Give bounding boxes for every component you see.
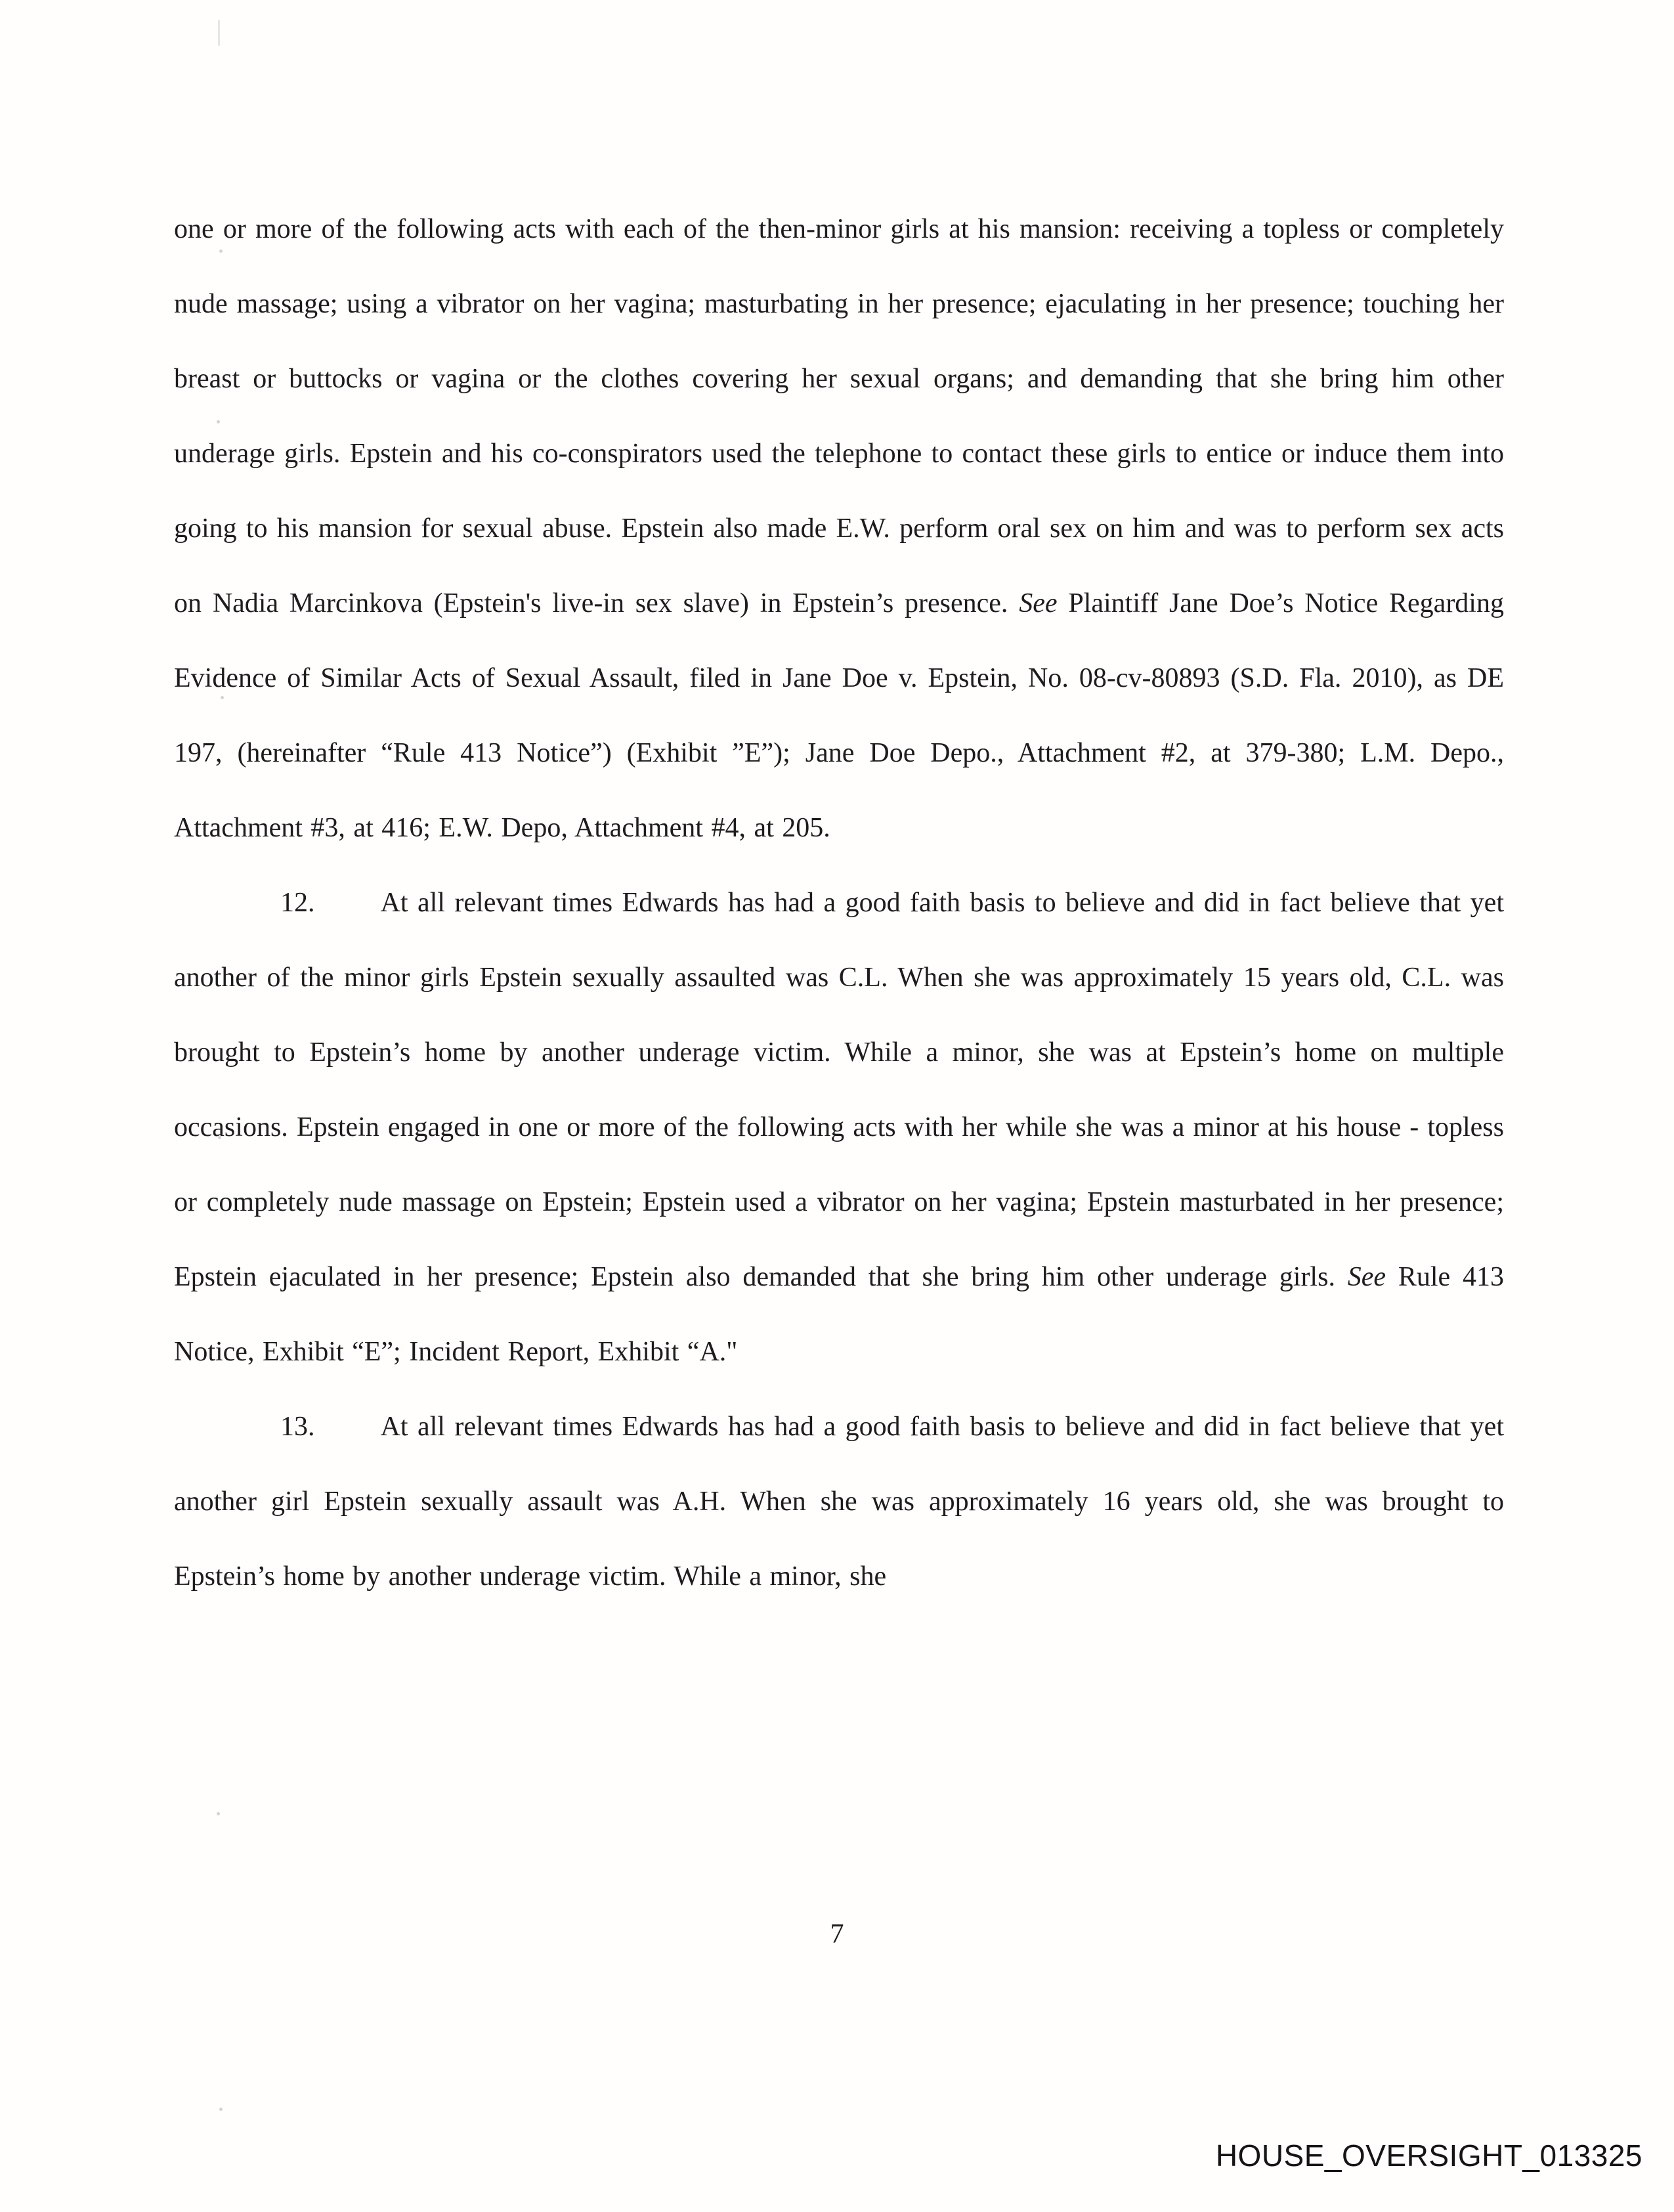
paragraph-number: 13.: [280, 1412, 315, 1442]
paragraph: [174, 865, 1504, 1389]
document-body: [174, 192, 1504, 1614]
paragraph-text: At all relevant times Edwards has had a good faith basis to believe and did in fact believe that yet another of the minor girls Epstein sexually assaulted was C.L. When she was approximately 15 years old, C.L. was brought to Epstein’s home by another underage victim. While a minor, she was at Epstein’s home on multiple occasions. Epstein engaged in one or more of the following acts with her while she was a minor at his house - topless or completely nude massage on Epstein; Epstein used a vibrator on her vagina; Epstein masturbated in her presence; Epstein ejaculated in her presence; Epstein also demanded that she bring him other underage girls.: [174, 888, 1504, 1292]
paragraph-text: one or more of the following acts with each of the then-minor girls at his mansion: receiving a topless or completely nude massage; using a vibrator on her vagina; masturbating in her presence; ejaculating in her presence; touching her breast or buttocks or vagina or the clothes covering her sexual organs; and demanding that she bring him other underage girls. Epstein and his co-conspirators used the telephone to contact these girls to entice or induce them into going to his mansion for sexual abuse. Epstein also made E.W. perform oral sex on him and was to perform sex acts on Nadia Marcinkova (Epstein's live-in sex slave) in Epstein’s presence.: [174, 214, 1504, 618]
paragraph: [174, 192, 1504, 865]
paragraph-number: 12.: [280, 888, 315, 918]
page-number: 7: [830, 1919, 844, 1949]
paragraph-text: Rule 413 Notice, Exhibit “E”; Incident Report, Exhibit “A.": [174, 1262, 1505, 1367]
paragraph: [174, 1389, 1504, 1614]
paragraph-text: See: [1347, 1262, 1386, 1292]
paragraph-text: At all relevant times Edwards has had a good faith basis to believe and did in fact believe that yet another girl Epstein sexually assault was A.H. When she was approximately 16 years old, she was brought to Epstein’s home by another underage victim. While a minor, she: [174, 1412, 1504, 1592]
paragraph-text: Plaintiff Jane Doe’s Notice Regarding Evidence of Similar Acts of Sexual Assault, filed in Jane Doe v. Epstein, No. 08-cv-80893 (S.D. Fla. 2010), as DE 197, (hereinafter “Rule 413 Notice”) (Exhibit ”E”); Jane Doe Depo., Attachment #2, at 379-380; L.M. Depo., Attachment #3, at 416; E.W. Depo, Attachment #4, at 205.: [174, 588, 1504, 843]
bates-stamp: HOUSE_OVERSIGHT_013325: [1215, 2138, 1642, 2173]
paragraph-text: See: [1019, 588, 1058, 618]
